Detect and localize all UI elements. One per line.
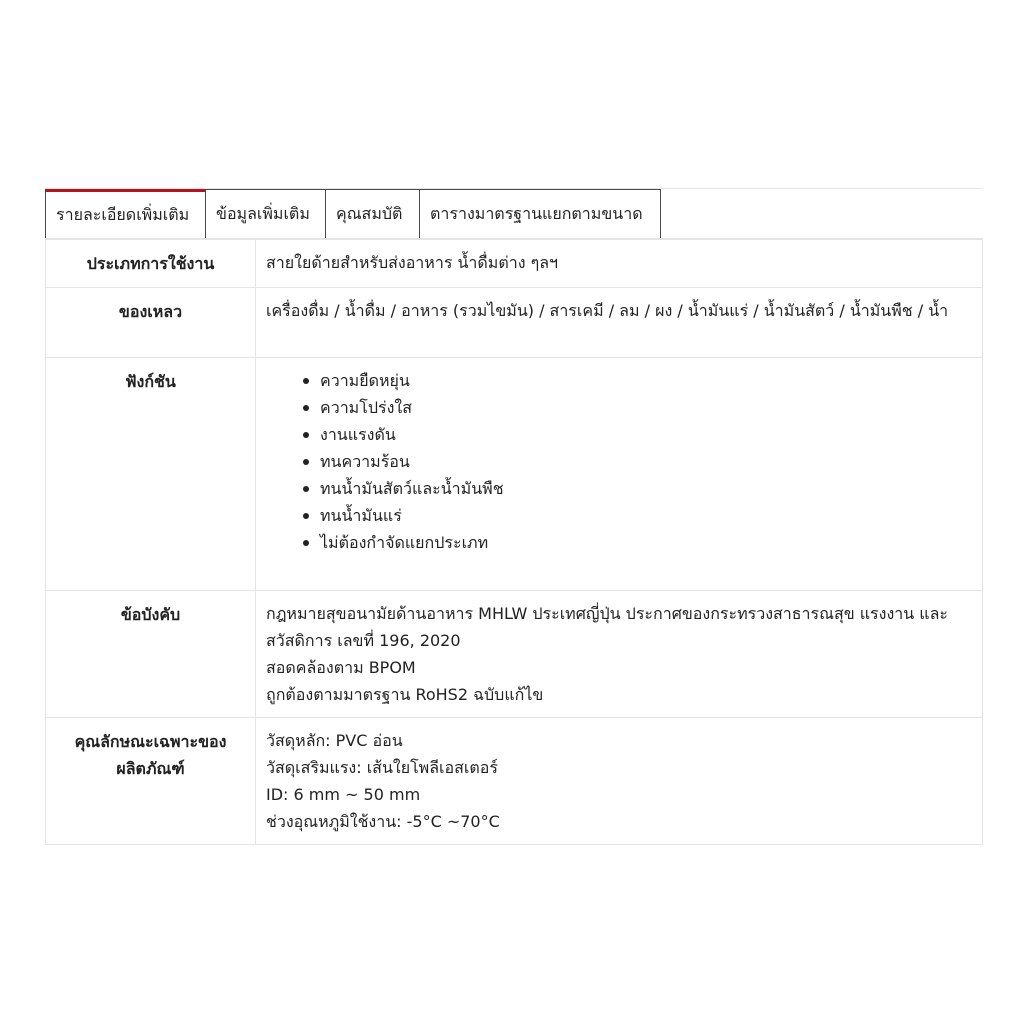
table-row: [46, 591, 983, 718]
table-row: [46, 288, 983, 358]
row-value-fluids: เครื่องดื่ม / น้ำดื่ม / อาหาร (รวมไขมัน) / สารเคมี / ลม / ผง / น้ำมันแร่ / น้ำมันสัตว์ / น้ำมันพืช / น้ำ: [256, 288, 983, 358]
tab-divider: [45, 238, 983, 239]
list-item: ทนน้ำมันแร่: [320, 502, 972, 529]
tab-bar: [45, 188, 983, 239]
spec-line: วัสดุหลัก: PVC อ่อน: [266, 731, 403, 750]
tab-properties[interactable]: คุณสมบัติ: [325, 189, 420, 238]
tab-additional-info[interactable]: ข้อมูลเพิ่มเติม: [205, 189, 326, 238]
row-value-usage: สายใยด้ายสำหรับส่งอาหาร น้ำดื่มต่าง ๆลฯ: [256, 240, 983, 288]
spec-line: ID: 6 mm ~ 50 mm: [266, 785, 421, 804]
function-list: [266, 367, 972, 556]
spec-line: วัสดุเสริมแรง: เส้นใยโพลีเอสเตอร์: [266, 758, 498, 777]
row-label-functions: ฟังก์ชัน: [46, 358, 256, 591]
row-value-regulations: [256, 591, 983, 718]
row-label-usage: ประเภทการใช้งาน: [46, 240, 256, 288]
row-label-specs: คุณลักษณะเฉพาะของผลิตภัณฑ์: [46, 718, 256, 845]
table-row: [46, 358, 983, 591]
regulation-line: กฎหมายสุขอนามัยด้านอาหาร MHLW ประเทศญี่ปุ่น ประกาศของกระทรวงสาธารณสุข แรงงาน และสวัสดิการ เลขที่ 196, 2020: [266, 604, 948, 650]
tab-more-details[interactable]: รายละเอียดเพิ่มเติม: [45, 189, 206, 238]
table-row: [46, 718, 983, 845]
row-value-specs: [256, 718, 983, 845]
details-table: [45, 239, 983, 845]
list-item: ไม่ต้องกำจัดแยกประเภท: [320, 529, 972, 556]
regulation-line: สอดคล้องตาม BPOM: [266, 658, 416, 677]
regulation-line: ถูกต้องตามมาตรฐาน RoHS2 ฉบับแก้ไข: [266, 685, 544, 704]
spec-line: ช่วงอุณหภูมิใช้งาน: -5°C ~70°C: [266, 812, 500, 831]
product-details-panel: [45, 188, 983, 845]
row-label-fluids: ของเหลว: [46, 288, 256, 358]
table-row: [46, 240, 983, 288]
list-item: งานแรงดัน: [320, 421, 972, 448]
tab-size-standard-table[interactable]: ตารางมาตรฐานแยกตามขนาด: [419, 189, 661, 238]
list-item: ความโปร่งใส: [320, 394, 972, 421]
row-value-functions: [256, 358, 983, 591]
row-label-regulations: ข้อบังคับ: [46, 591, 256, 718]
list-item: ความยืดหยุ่น: [320, 367, 972, 394]
list-item: ทนน้ำมันสัตว์และน้ำมันพืช: [320, 475, 972, 502]
list-item: ทนความร้อน: [320, 448, 972, 475]
